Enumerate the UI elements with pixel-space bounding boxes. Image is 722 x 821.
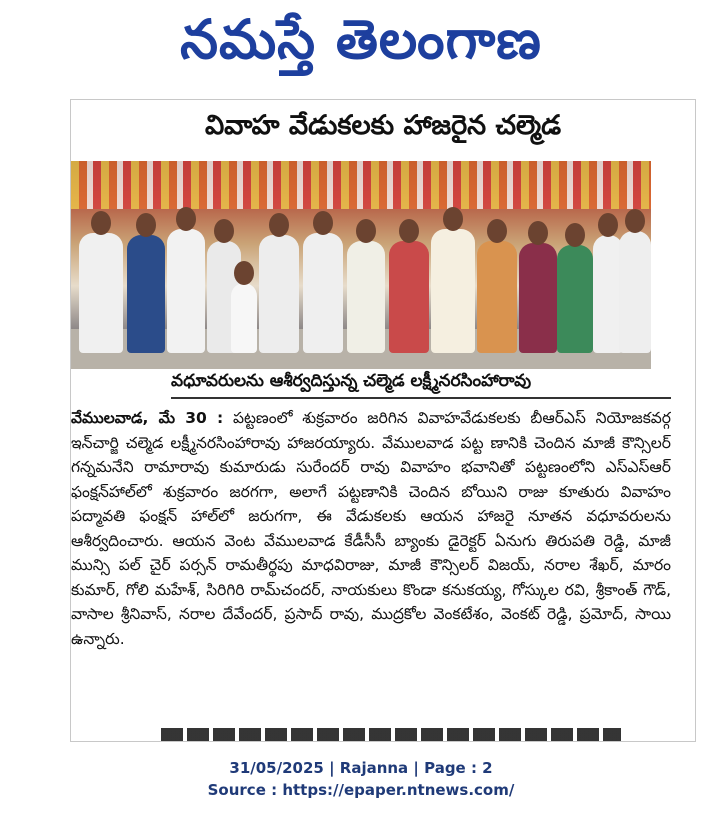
article-body	[71, 406, 671, 651]
groom-figure	[431, 229, 475, 353]
person-figure	[619, 231, 651, 353]
woman-in-saree-figure	[557, 245, 593, 353]
child-figure	[231, 283, 257, 353]
bride-figure	[477, 241, 517, 353]
page-footer	[0, 757, 722, 801]
person-figure	[347, 241, 385, 353]
article-text: పట్టణంలో శుక్రవారం జరిగిన వివాహవేడుకలకు బీఆర్‌ఎస్ నియోజకవర్గ ఇన్‌చార్జి చల్మెడ లక్ష్మీనరసింహారావు హాజరయ్యారు. వేములవాడ పట్ట ణానికి చెందిన మాజీ కౌన్సిలర్ గన్నమనేని రామారావు కుమారుడు సురేందర్ రావు వివాహం భవానితో పట్టణంలోని ఎస్‌ఎస్‌ఆర్ ఫంక్షన్‌హాల్‌లో శుక్రవారం జరగగా, అలాగే పట్టణానికి చెందిన బోయిని రాజు కూతురు వివాహం పద్మావతి ఫంక్షన్ హాల్‌లో జరుగగా, ఈ వేడుకలకు ఆయన హాజరై నూతన వధూవరులను ఆశీర్వదించారు. ఆయన వెంట వేములవాడ కేడీసీసీ బ్యాంకు డైరెక్టర్ ఏనుగు తిరుపతి రెడ్డి, మాజీ మున్సి పల్ చైర్ పర్సన్ రామతీర్థపు మాధవిరాజు, మాజీ కౌన్సిలర్ విజయ్, నరాల శేఖర్, మారం కుమార్, గోలి మహేశ్, సిరిగిరి రామ్‌చందర్, నాయకులు కొండా కనుకయ్య, గోస్కుల రవి, శ్రీకాంత్ గౌడ్, వాసాల శ్రీనివాస్, నరాల దేవేందర్, ప్రసాద్ రావు, ముద్రకోల వెంకటేశం, వెంకట్ రెడ్డి, ప్రమోద్, సాయి ఉన్నారు.	[71, 409, 671, 648]
edition-info: 31/05/2025 | Rajanna | Page : 2	[229, 759, 493, 777]
article-headline: వివాహ వేడుకలకు హాజరైన చల్మెడ	[204, 110, 562, 141]
article-clipping	[70, 99, 696, 742]
cut-off-next-headline	[161, 728, 621, 742]
source-link[interactable]: Source : https://epaper.ntnews.com/	[207, 781, 515, 799]
photo-caption: వధూవరులను ఆశీర్వదిస్తున్న చల్మెడ లక్ష్మీనరసింహారావు	[171, 371, 671, 399]
person-figure	[167, 229, 205, 353]
person-figure	[303, 233, 343, 353]
person-figure	[259, 235, 299, 353]
wedding-photo	[71, 161, 651, 369]
woman-in-saree-figure	[519, 243, 557, 353]
article-dateline: వేములవాడ, మే 30 :	[71, 409, 224, 427]
person-figure	[79, 233, 123, 353]
flower-garland-decoration	[71, 161, 651, 209]
newspaper-masthead: నమస్తే తెలంగాణ	[180, 8, 542, 71]
woman-in-saree-figure	[389, 241, 429, 353]
person-figure	[127, 235, 165, 353]
